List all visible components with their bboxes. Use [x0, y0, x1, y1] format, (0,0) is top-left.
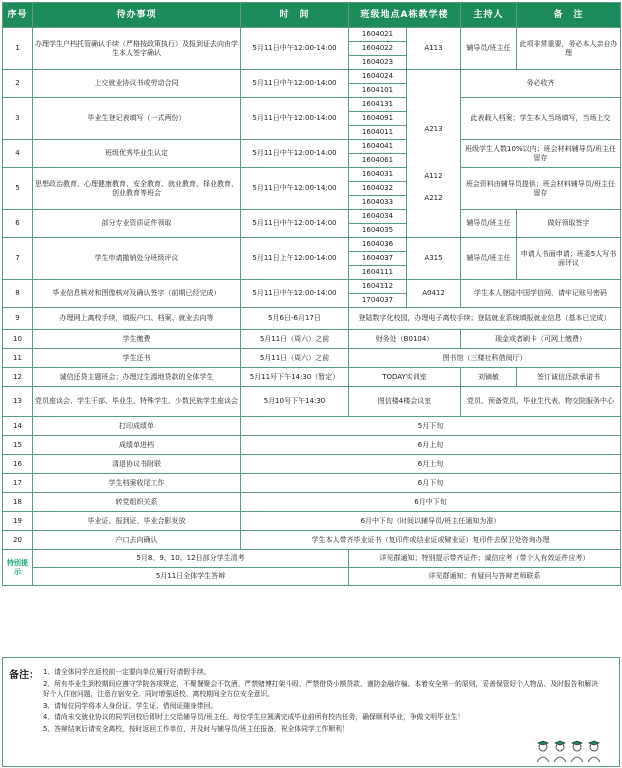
row-item: 毕业证、报到证、毕业合影发放	[33, 512, 241, 531]
room: A212	[424, 193, 443, 202]
row-number: 3	[3, 98, 33, 140]
row-place: 图信楼4楼会议室	[349, 387, 461, 417]
special-row	[3, 550, 621, 568]
graduates-illustration-icon	[533, 738, 613, 764]
row-note: 申请人书面申请；班委5人写书面评议	[517, 238, 621, 280]
row-number: 7	[3, 238, 33, 280]
notes-label: 备注：	[9, 670, 39, 681]
class-code: 1604024	[349, 70, 407, 84]
table-row	[3, 417, 621, 436]
class-code: 1604022	[349, 42, 407, 56]
class-code: 1604036	[349, 238, 407, 252]
row-number: 10	[3, 330, 33, 349]
room: A113	[407, 28, 461, 70]
notes-box	[2, 657, 620, 767]
row-time: 5月下旬	[241, 417, 621, 436]
table-row	[3, 210, 621, 224]
row-time: 5月10号下午14:30	[241, 387, 349, 417]
row-number: 17	[3, 474, 33, 493]
special-note: 详见群通知；特别提示带齐证件；诚信应考（带个人有效证件应考）	[349, 550, 621, 568]
table-row	[3, 368, 621, 387]
special-label: 特别提示	[3, 550, 33, 586]
row-item: 成绩单进档	[33, 436, 241, 455]
row-time: 5月11日中午12:00-14:00	[241, 28, 349, 70]
table-row	[3, 387, 621, 417]
class-code: 1604032	[349, 182, 407, 196]
row-note: 务必收齐	[461, 70, 621, 98]
class-code: 1604033	[349, 196, 407, 210]
table-row	[3, 349, 621, 368]
row-number: 20	[3, 531, 33, 550]
header-item: 待办事项	[33, 3, 241, 28]
row-number: 11	[3, 349, 33, 368]
row-number: 9	[3, 308, 33, 330]
table-row	[3, 455, 621, 474]
row-note: 此项非常重要，务必本人亲自办理	[517, 28, 621, 70]
row-number: 16	[3, 455, 33, 474]
row-item: 清退协议书附联	[33, 455, 241, 474]
class-code: 1604031	[349, 168, 407, 182]
class-code: 1604011	[349, 126, 407, 140]
row-item: 学生缴费	[33, 330, 241, 349]
class-code: 1604023	[349, 56, 407, 70]
row-time: 5月11号下午14:30（暂定）	[241, 368, 349, 387]
header-row	[3, 3, 621, 28]
row-number: 8	[3, 280, 33, 308]
header-time: 时 间	[241, 3, 349, 28]
row-item: 办理学生户档托管确认手续（严格按政策执行）及报到证去向由学生本人签字确认	[33, 28, 241, 70]
row-number: 15	[3, 436, 33, 455]
room-spacer	[407, 70, 461, 238]
row-item: 打印成绩单	[33, 417, 241, 436]
row-time: 6月上旬	[241, 436, 621, 455]
row-number: 12	[3, 368, 33, 387]
row-note: 学生本人登陆中国学信网，请牢记账号密码	[461, 280, 621, 308]
row-time: 5月11日上午12:00-14:00	[241, 238, 349, 280]
note-item: 2、所有毕业生到校期间应遵守学院各项规定，不聚餐聚会不饮酒、严禁赌博打架斗殴、严禁借贷小额贷款、谨防金融诈骗。本着安全第一的原则，妥善保管好个人物品、及时报告和解决好个人住宿问题，注意在宿安全。同时增强返校、离校期间全方位安全意识。	[43, 679, 598, 698]
row-item: 转党组织关系	[33, 493, 241, 512]
class-code: 1604101	[349, 84, 407, 98]
row-note: 签订诚信还款承诺书	[517, 368, 621, 387]
row-host: 辅导员/班主任	[461, 28, 517, 70]
row-time: 5月11日（周六）之前	[241, 349, 349, 368]
row-item: 班级优秀毕业生认定	[33, 140, 241, 168]
table-row	[3, 330, 621, 349]
row-time: 学生本人带齐毕业证书（复印件或结业证或肄业证）复印件去保卫处咨询办理	[241, 531, 621, 550]
row-item: 上交就业协议书或劳动合同	[33, 70, 241, 98]
room: A315	[407, 238, 461, 280]
table-row	[3, 531, 621, 550]
header-location: 班级地点A栋教学楼	[349, 3, 461, 28]
row-time: 5月11日中午12:00-14:00	[241, 280, 349, 308]
table-row	[3, 70, 621, 84]
table-row	[3, 238, 621, 252]
row-item: 学生还书	[33, 349, 241, 368]
row-place: TODAY实训室	[349, 368, 461, 387]
row-time: 5月11日中午12:00-14:00	[241, 210, 349, 238]
row-item: 办理网上离校手续，填报户口、档案、就业去向等	[33, 308, 241, 330]
row-note: 此表载入档案；学生本人当场填写，当场上交	[461, 98, 621, 140]
class-code: 1604037	[349, 252, 407, 266]
row-time: 5月11日中午12:00-14:00	[241, 70, 349, 98]
row-item: 部分专业资质证件领取	[33, 210, 241, 238]
row-item: 学生申请撤销处分班级评议	[33, 238, 241, 280]
header-host: 主持人	[461, 3, 517, 28]
row-item: 思想政治教育、心理健康教育、安全教育、就业教育、择业教育、创业教育等班会	[33, 168, 241, 210]
room: A112	[424, 171, 443, 180]
table-row	[3, 493, 621, 512]
row-time: 6月上旬	[241, 455, 621, 474]
note-item: 5、答辩结束后请安全离校，按时返回工作单位，并及时与辅导员/班主任报备，祝全体同学工作顺利！	[43, 724, 349, 733]
row-item: 诚信还贷主题班会；办理过生源地贷款的全体学生	[33, 368, 241, 387]
row-item: 户口去向确认	[33, 531, 241, 550]
note-item: 4、请尚未交就业协议的同学回校后即时上交给辅导员/班主任。每位学生应圆满完成毕业前所有校内任务，确保顺利毕业，争做文明毕业生！	[43, 713, 465, 721]
row-host: 刘镝敏	[461, 368, 517, 387]
row-note: 班会资料由辅导员提供；班会材料辅导员/班主任留存	[461, 168, 621, 210]
class-code: 1704037	[349, 294, 407, 308]
room: A0412	[407, 280, 461, 308]
row-host: 辅导员/班主任	[461, 238, 517, 280]
row-number: 13	[3, 387, 33, 417]
row-time: 5月11日中午12:00-14:00	[241, 140, 349, 168]
class-code: 1604111	[349, 266, 407, 280]
row-time: 5月11日中午12:00-14:00	[241, 98, 349, 140]
row-time: 5月11日中午12:00-14:00	[241, 168, 349, 210]
special-item: 5月8、9、10、12日部分学生清考	[33, 550, 349, 568]
row-place: 图书馆（三楼社科借阅厅）	[349, 349, 621, 368]
note-item: 3、请每位同学将本人身份证、学生证、借阅证随身带回。	[43, 701, 218, 710]
row-item: 党员座谈会、学生干部、毕业生、特殊学生、少数民族学生座谈会	[33, 387, 241, 417]
row-time: 5月11日（周六）之前	[241, 330, 349, 349]
room: A213	[424, 125, 443, 134]
class-code: 1604041	[349, 140, 407, 154]
row-host: 辅导员/班主任	[461, 210, 517, 238]
table-row	[3, 308, 621, 330]
special-note: 详见群通知；有疑问与答辩老师联系	[349, 568, 621, 586]
schedule-table	[2, 2, 621, 586]
table-row	[3, 512, 621, 531]
table-row	[3, 168, 621, 182]
note-item: 1、请全体同学在返校前一定要向单位履行好请假手续。	[43, 668, 211, 676]
notes-list	[43, 667, 603, 735]
row-note: 做好领取签字	[517, 210, 621, 238]
row-item: 学生档案收尾工作	[33, 474, 241, 493]
row-note: 班级学生人数10%以内；班会材料辅导员/班主任留存	[461, 140, 621, 168]
table-row	[3, 474, 621, 493]
row-time: 6月下旬	[241, 474, 621, 493]
class-code: 1604035	[349, 224, 407, 238]
table-row	[3, 28, 621, 42]
row-note: 登陆数字化校园，办理电子离校手续；登陆就业系统填报就业信息（基本已完成）	[349, 308, 621, 330]
row-number: 1	[3, 28, 33, 70]
row-place: 财务处（B0104）	[349, 330, 461, 349]
class-code: 1604061	[349, 154, 407, 168]
table-row	[3, 140, 621, 154]
row-number: 18	[3, 493, 33, 512]
special-item: 5月11日全体学生答辩	[33, 568, 349, 586]
class-code: 1604112	[349, 280, 407, 294]
header-note: 备 注	[517, 3, 621, 28]
row-item: 毕业生登记表填写（一式两份）	[33, 98, 241, 140]
row-number: 19	[3, 512, 33, 531]
table-row	[3, 280, 621, 294]
special-row	[3, 568, 621, 586]
class-code: 1604021	[349, 28, 407, 42]
row-time: 6月中下旬（时间以辅导员/班主任通知为准）	[241, 512, 621, 531]
row-item: 毕业信息核对和图像核对及确认签字（前期已经完成）	[33, 280, 241, 308]
table-row	[3, 98, 621, 112]
table-row	[3, 436, 621, 455]
row-note: 现金或者刷卡（可网上缴费）	[461, 330, 621, 349]
row-number: 2	[3, 70, 33, 98]
row-number: 6	[3, 210, 33, 238]
row-time: 5月6日-6月17日	[241, 308, 349, 330]
row-number: 5	[3, 168, 33, 210]
row-number: 14	[3, 417, 33, 436]
row-time: 6月中下旬	[241, 493, 621, 512]
header-no: 序号	[3, 3, 33, 28]
class-code: 1604034	[349, 210, 407, 224]
row-note: 党员、预备党员、毕业生代表、物交院服务中心	[461, 387, 621, 417]
class-code: 1604091	[349, 112, 407, 126]
row-number: 4	[3, 140, 33, 168]
class-code: 1604131	[349, 98, 407, 112]
